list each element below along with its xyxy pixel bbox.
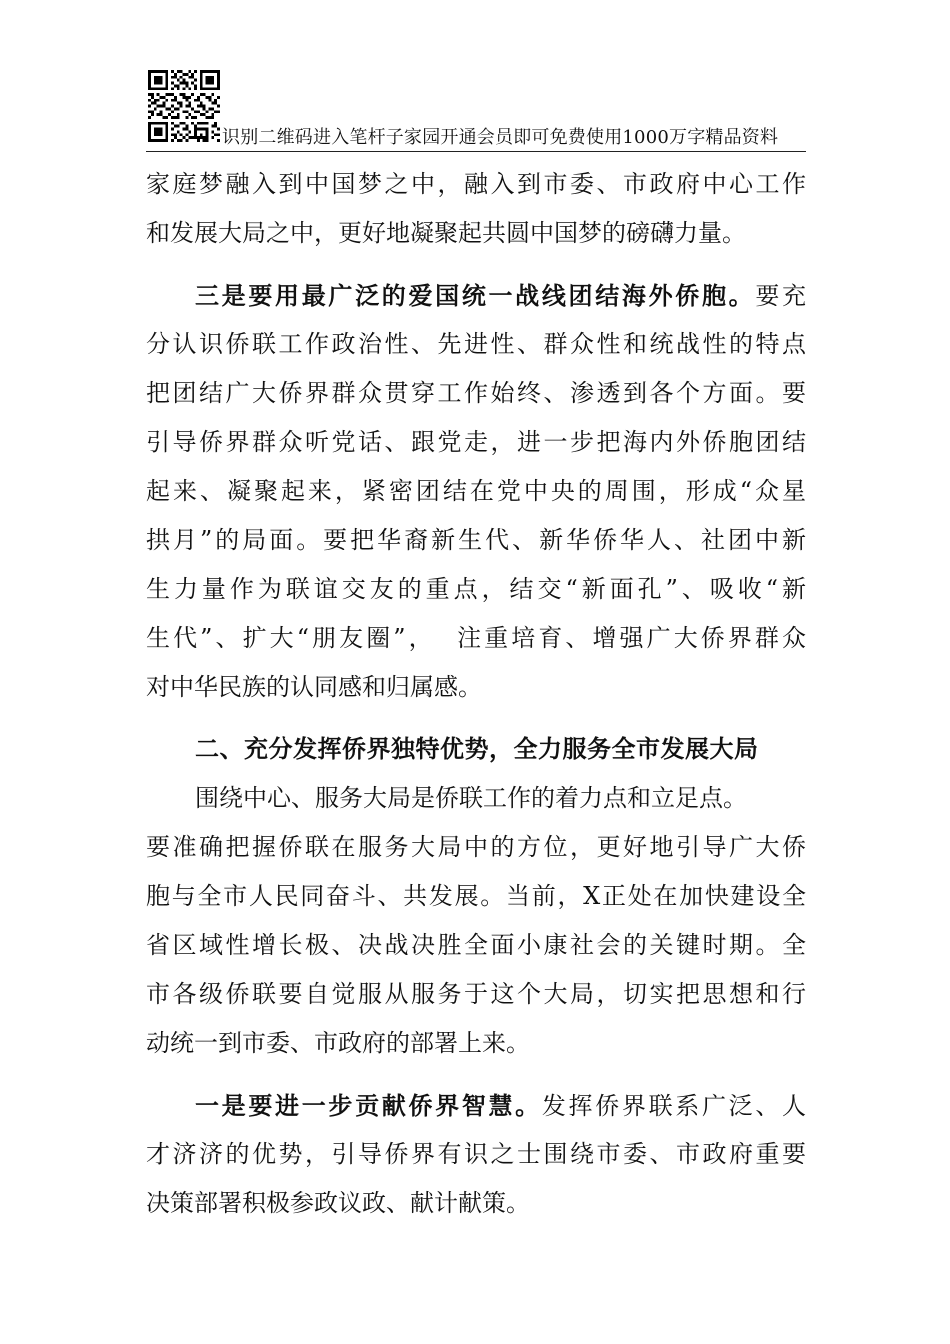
document-body — [146, 160, 806, 1228]
text-line: 市各级侨联要自觉服从服务于这个大局，切实把思想和行 — [146, 980, 806, 1008]
text-line: 引导侨界群众听党话、跟党走，进一步把海内外侨胞团结 — [146, 428, 806, 456]
section-heading: 二、充分发挥侨界独特优势，全力服务全市发展大局 — [195, 735, 759, 763]
text-line: 生力量作为联谊交友的重点，结交“新面孔”、吸收“新 — [146, 575, 806, 603]
header-promo-text: 识别二维码进入笔杆子家园开通会员即可免费使用1000万字精品资料 — [222, 127, 779, 148]
text-line — [146, 271, 806, 320]
text-line: 才济济的优势，引导侨界有识之士围绕市委、市政府重要 — [146, 1140, 806, 1168]
text-line: 要准确把握侨联在服务大局中的方位，更好地引导广大侨 — [146, 833, 806, 861]
text-line: 分认识侨联工作政治性、先进性、群众性和统战性的特点 — [146, 330, 806, 358]
paragraph-lead-rest: 发挥侨界联系广泛、人 — [541, 1092, 806, 1120]
text-line: 拱月”的局面。要把华裔新生代、新华侨华人、社团中新 — [146, 526, 806, 554]
paragraph-lead: 一是要进一步贡献侨界智慧。 — [195, 1091, 542, 1120]
text-line: 胞与全市人民同奋斗、共发展。当前，X正处在加快建设全 — [146, 882, 806, 910]
text-line: 围绕中心、服务大局是侨联工作的着力点和立足点。 — [195, 784, 747, 812]
paragraph-lead: 三是要用最广泛的爱国统一战线团结海外侨胞。 — [195, 281, 756, 310]
text-line: 动统一到市委、市政府的部署上来。 — [146, 1029, 530, 1057]
paragraph-body — [146, 774, 806, 1068]
qr-code-image — [148, 70, 220, 142]
text-line: 和发展大局之中，更好地凝聚起共圆中国梦的磅礴力量。 — [146, 219, 746, 247]
text-line: 起来、凝聚起来，紧密团结在党中央的周围，形成“众星 — [146, 477, 806, 505]
text-line: 省区域性增长极、决战决胜全面小康社会的关键时期。全 — [146, 931, 806, 959]
text-line: 对中华民族的认同感和归属感。 — [146, 673, 482, 701]
text-line — [146, 1081, 806, 1130]
paragraph-point-three — [146, 271, 806, 712]
paragraph-continuation — [146, 160, 806, 258]
paragraph-lead-rest: 要充 — [755, 282, 806, 310]
text-line: 把团结广大侨界群众贯穿工作始终、渗透到各个方面。要 — [146, 379, 806, 407]
text-line: 家庭梦融入到中国梦之中，融入到市委、市政府中心工作 — [146, 170, 806, 198]
text-line: 决策部署积极参政议政、献计献策。 — [146, 1189, 530, 1217]
paragraph-point-one — [146, 1081, 806, 1228]
text-line: 生代”、扩大“朋友圈”， 注重培育、增强广大侨界群众 — [146, 624, 806, 652]
header-divider — [146, 151, 806, 152]
